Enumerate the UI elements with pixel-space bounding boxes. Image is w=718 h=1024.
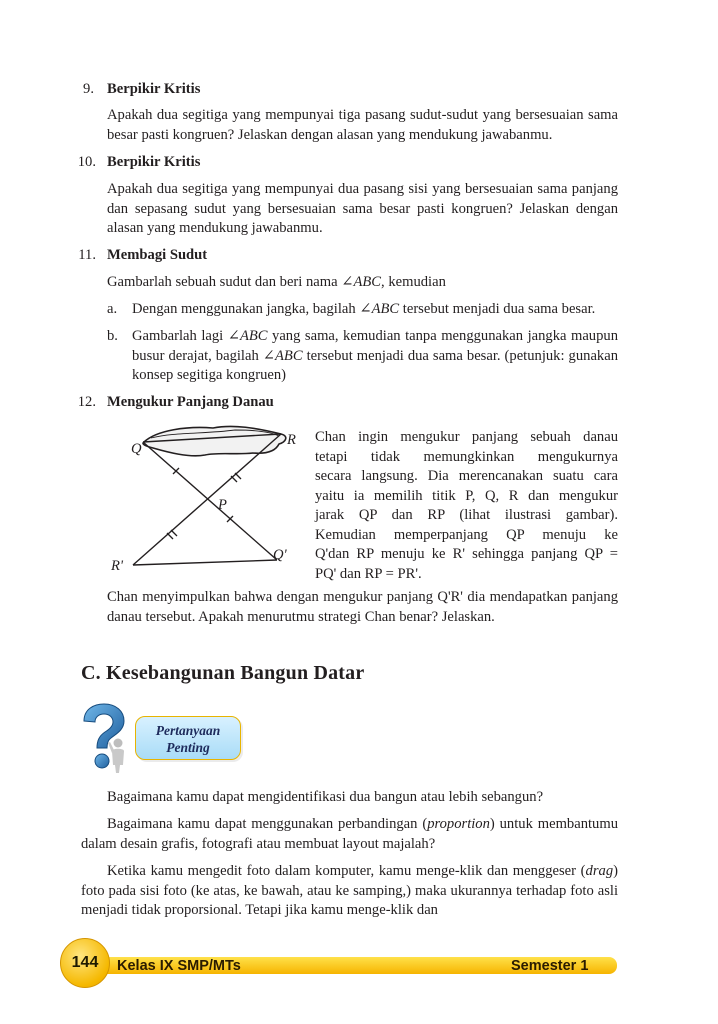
label-Q-prime: Q' bbox=[273, 547, 287, 563]
q11b-text: Gambarlah lagi ∠ABC yang sama, kemudian tanpa menggunakan jangka maupun busur derajat, bagilah ∠ABC tersebut menjadi dua sama besar. (petunjuk: gunakan konsep segitiga kongruen) bbox=[132, 328, 618, 383]
segment-RprimeQprime bbox=[133, 560, 277, 565]
label-R-prime: R' bbox=[111, 558, 124, 574]
section-para-1: Bagaimana kamu dapat mengidentifikasi dua bangun atau lebih sebangun? bbox=[107, 789, 544, 805]
label-R: R bbox=[287, 432, 296, 448]
segment-QQprime bbox=[143, 442, 277, 560]
essential-question-box bbox=[135, 716, 241, 760]
q10-number: 10. bbox=[77, 154, 96, 170]
q9-number: 9. bbox=[83, 81, 94, 97]
q11a-text: Dengan menggunakan jangka, bagilah ∠ABC tersebut menjadi dua sama besar. bbox=[132, 301, 596, 317]
q12-description bbox=[315, 428, 618, 584]
q9-title: Berpikir Kritis bbox=[107, 81, 201, 97]
section-para-3: Ketika kamu mengedit foto dalam komputer, kamu menge-klik dan menggeser (drag) foto pada sisi foto (ke atas, ke bawah, atau ke samping,) maka ukurannya terhadap foto asli menjadi tidak proporsional. Tetapi jika kamu menge-klik dan bbox=[81, 863, 618, 918]
pp-line-2: Penting bbox=[166, 740, 210, 755]
q12-desc-line: PQ' dan RP = PR'. bbox=[315, 565, 422, 582]
q11b-label: b. bbox=[107, 328, 118, 344]
q10-text: Apakah dua segitiga yang mempunyai dua pasang sisi yang bersesuaian sama panjang dan sepasang sudut yang bersesuaian sama besar pasti kongruen? Jelaskan dengan alasan yang mendukung jawabanmu. bbox=[107, 181, 618, 236]
q9-text: Apakah dua segitiga yang mempunyai tiga pasang sudut-sudut yang bersesuaian sama besar pasti kongruen? Jelaskan dengan alasan yang mendukung jawabanmu. bbox=[107, 107, 618, 143]
q12-desc-line: Chan ingin mengukur panjang sebuah danau bbox=[315, 429, 618, 445]
q12-desc-line: Q'dan RP menuju ke R' sehingga panjang QP = bbox=[315, 546, 618, 562]
q11-title: Membagi Sudut bbox=[107, 247, 208, 263]
q12-title: Mengukur Panjang Danau bbox=[107, 394, 274, 410]
q12-number: 12. bbox=[77, 394, 96, 410]
q11-number: 11. bbox=[78, 247, 96, 263]
section-title: C. Kesebangunan Bangun Datar bbox=[81, 662, 365, 684]
q12-desc-line: secara langsung. Dia merencanakan suatu cara bbox=[315, 468, 618, 484]
footer-left-text: Kelas IX SMP/MTs bbox=[117, 958, 241, 974]
pp-line-1: Pertanyaan bbox=[155, 723, 221, 738]
q12-desc-line: jarak QP dan RP (lihat ilustrasi gambar). bbox=[315, 507, 618, 523]
label-P: P bbox=[218, 497, 227, 513]
q12-desc-line: Kemudian memperpanjang QP menuju ke bbox=[315, 526, 618, 543]
q12-desc-line: tetapi tidak memungkinkan mengukurnya bbox=[315, 448, 618, 465]
q11a-label: a. bbox=[107, 301, 118, 317]
footer-right-text: Semester 1 bbox=[511, 958, 589, 974]
q11-intro: Gambarlah sebuah sudut dan beri nama ∠ABC, kemudian bbox=[107, 274, 446, 290]
question-person-icon bbox=[78, 703, 134, 775]
section-para-2: Bagaimana kamu dapat menggunakan perbandingan (proportion) untuk membantumu dalam desain grafis, fotografi atau membuat layout majalah? bbox=[81, 816, 619, 852]
q10-title: Berpikir Kritis bbox=[107, 154, 201, 170]
label-Q: Q bbox=[131, 441, 142, 457]
q12-desc-line: yaitu ia memilih titik P, Q, R dan mengukur bbox=[315, 487, 618, 504]
q12-conclusion: Chan menyimpulkan bahwa dengan mengukur panjang Q'R' dia mendapatkan panjang danau tersebut. Apakah menurutmu strategi Chan benar? Jelaskan. bbox=[107, 589, 618, 625]
page-number: 144 bbox=[60, 938, 110, 988]
